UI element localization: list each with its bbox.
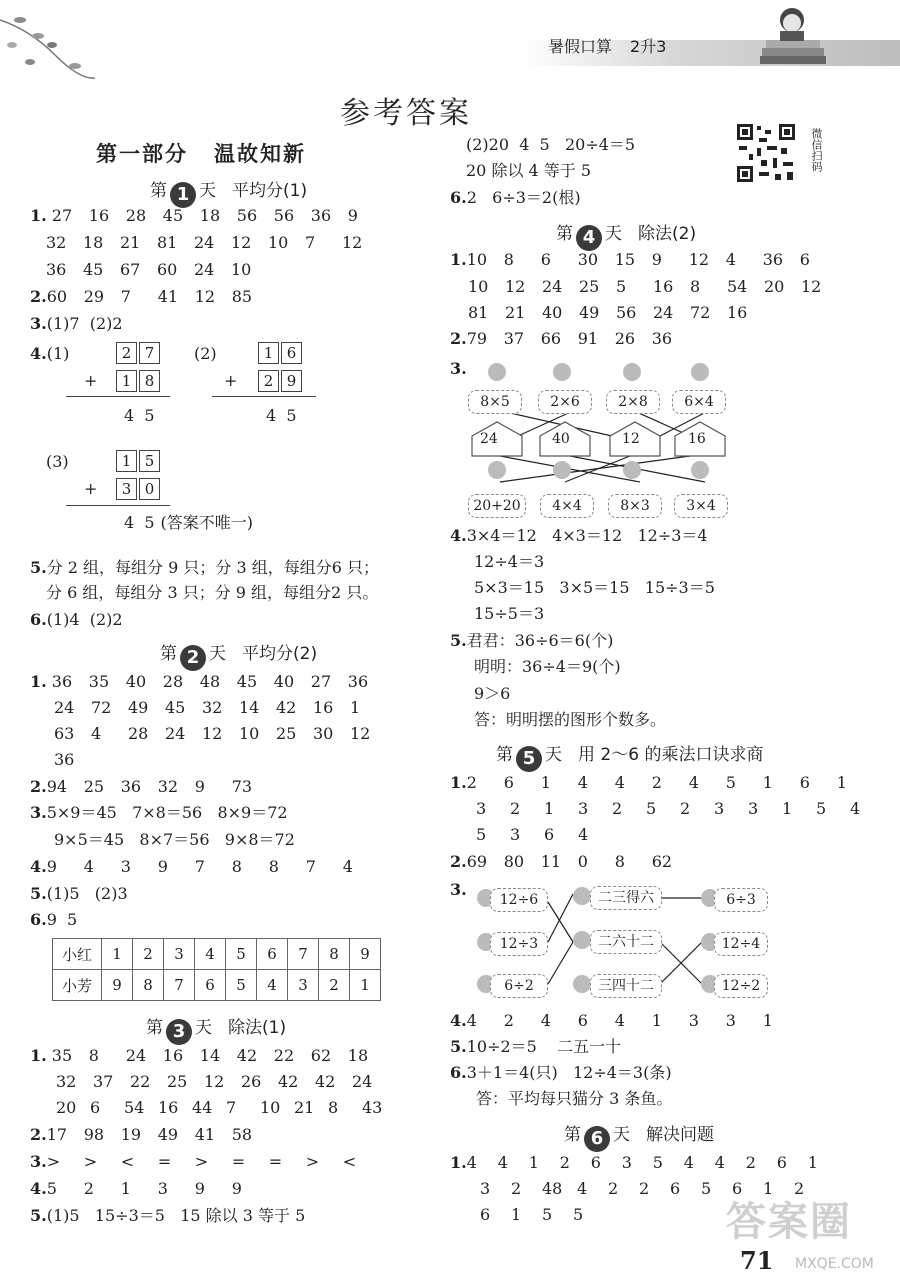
watermark-url: MXQE.COM bbox=[795, 1256, 874, 1272]
grade-label: 2升3 bbox=[630, 37, 667, 56]
d4-q1-row1: 1.10 8 6 30 15 9 12 4 36 6 bbox=[450, 250, 810, 269]
d4-q5-l4: 答：明明摆的图形个数多。 bbox=[474, 710, 667, 729]
d1-q3: 3.(1)7 (2)2 bbox=[30, 314, 123, 333]
d5-q6-l1: 6.3＋1＝4(只) 12÷4＝3(条) bbox=[450, 1063, 672, 1082]
d5-q3-left-card: 6÷2 bbox=[490, 974, 548, 998]
d1-q4-1-mid: 1 8 bbox=[116, 370, 162, 392]
d3-q1-row3: 20 6 54 16 44 7 10 21 8 43 bbox=[56, 1098, 383, 1117]
d1-q4-2-result: 4 5 bbox=[266, 406, 297, 425]
d5-q3-right-card: 12÷4 bbox=[714, 932, 768, 956]
day6-heading: 第 6 天 解决问题 bbox=[564, 1120, 714, 1152]
d1-q4-2-rule bbox=[212, 396, 316, 397]
d5-q3-mid-card: 二六十二 bbox=[590, 930, 662, 954]
d4-q3-bot-card: 8×3 bbox=[608, 494, 662, 518]
d5-q3-num: 3. bbox=[450, 880, 467, 899]
d4-q3-num: 3. bbox=[450, 359, 467, 378]
d3-q5-2b: 20 除以 4 等于 5 bbox=[466, 161, 592, 180]
d4-q3-house: 40 bbox=[552, 431, 570, 447]
d4-q3-house: 16 bbox=[688, 431, 706, 447]
d2-q1-row2: 24 72 49 45 32 14 42 16 1 bbox=[54, 698, 361, 717]
d5-q4: 4.4 2 4 6 4 1 3 3 1 bbox=[450, 1011, 773, 1030]
d6-q1-row1: 1.4 4 1 2 6 3 5 4 4 2 6 1 bbox=[450, 1153, 818, 1172]
d5-q3-mid-card: 三四十二 bbox=[590, 974, 662, 998]
d3-q4: 4.5 2 1 3 9 9 bbox=[30, 1179, 242, 1198]
d4-q3-house: 24 bbox=[480, 431, 498, 447]
d1-q6: 6.(1)4 (2)2 bbox=[30, 610, 123, 629]
d3-q5-2a: (2)20 4 5 20÷4＝5 bbox=[466, 135, 636, 154]
d5-q3-right-card: 6÷3 bbox=[714, 888, 768, 912]
d1-q4-3-plus: + bbox=[84, 479, 98, 498]
d4-q4-l2: 12÷4＝3 bbox=[474, 552, 545, 571]
page-number: 71 bbox=[740, 1246, 774, 1275]
day1-heading: 第 1 天 平均分(1) bbox=[150, 176, 307, 208]
d2-q3-l2: 9×5＝45 8×7＝56 9×8＝72 bbox=[54, 830, 295, 849]
d1-q5-l1: 5.分 2 组，每组分 9 只；分 3 组，每组分6 只； bbox=[30, 558, 380, 577]
d4-q1-row2: 10 12 24 25 5 16 8 54 20 12 bbox=[468, 277, 822, 296]
d4-q3-top-card: 2×8 bbox=[606, 390, 660, 414]
d5-q1-row1: 1.2 6 1 4 4 2 4 5 1 6 1 bbox=[450, 773, 847, 792]
d3-q6: 6.2 6÷3＝2(根) bbox=[450, 188, 581, 207]
d1-q4-1-top: 2 7 bbox=[116, 342, 162, 364]
d4-q4-l4: 15÷5＝3 bbox=[474, 604, 545, 623]
d1-q4-3-top: 1 5 bbox=[116, 450, 162, 472]
day5-heading: 第 5 天 用 2～6 的乘法口诀求商 bbox=[496, 740, 763, 772]
table-row: 小红 1 2 3 4 5 6 7 8 9 bbox=[53, 939, 381, 970]
d1-q4-label1: 4.(1) bbox=[30, 344, 70, 363]
watermark: 答案圈 bbox=[726, 1199, 852, 1245]
d5-q3-mid-card: 二三得六 bbox=[590, 886, 662, 910]
branch-decoration bbox=[0, 0, 100, 80]
d4-q3-top-card: 6×4 bbox=[672, 390, 726, 414]
d1-q1-row3: 36 45 67 60 24 10 bbox=[46, 260, 252, 279]
d2-q3-l1: 3.5×9＝45 7×8＝56 8×9＝72 bbox=[30, 803, 288, 822]
d5-q1-row2: 3 2 1 3 2 5 2 3 3 1 5 4 bbox=[476, 799, 861, 818]
d5-q3-right-card: 12÷2 bbox=[714, 974, 768, 998]
d6-q1-row2: 3 2 48 4 2 2 6 5 6 1 2 bbox=[480, 1179, 805, 1198]
day2-heading: 第 2 天 平均分(2) bbox=[160, 639, 317, 671]
d4-q3-top-card: 8×5 bbox=[468, 390, 522, 414]
part-title: 第一部分 温故知新 bbox=[96, 141, 306, 166]
qr-code-icon[interactable] bbox=[735, 122, 797, 184]
d5-q6-l2: 答：平均每只猫分 3 条鱼。 bbox=[476, 1089, 673, 1108]
d2-q4: 4.9 4 3 9 7 8 8 7 4 bbox=[30, 857, 353, 876]
d4-q5-l3: 9＞6 bbox=[474, 684, 511, 703]
d4-q1-row3: 81 21 40 49 56 24 72 16 bbox=[468, 303, 748, 322]
d2-q1-row4: 36 bbox=[54, 750, 75, 769]
d2-q2: 2.94 25 36 32 9 73 bbox=[30, 777, 253, 796]
d1-q5-l2: 分 6 组，每组分 3 只；分 9 组，每组分2 只。 bbox=[46, 583, 379, 602]
d1-q4-label2: (2) bbox=[194, 344, 217, 363]
d6-q1-row3: 6 1 5 5 bbox=[480, 1205, 584, 1224]
d5-q5: 5.10÷2＝5 二五一十 bbox=[450, 1037, 622, 1056]
d4-q4-l3: 5×3＝15 3×5＝15 15÷3＝5 bbox=[474, 578, 715, 597]
d1-q4-2-top: 1 6 bbox=[258, 342, 304, 364]
d2-q1-row3: 63 4 28 24 12 10 25 30 12 bbox=[54, 724, 371, 743]
d2-q6: 6.9 5 bbox=[30, 910, 78, 929]
d5-q3-left-card: 12÷6 bbox=[490, 888, 548, 912]
d4-q3-house: 12 bbox=[622, 431, 640, 447]
d4-q3-bot-card: 3×4 bbox=[674, 494, 728, 518]
d1-q4-3-result: 4 5 (答案不唯一) bbox=[124, 513, 254, 532]
d1-q4-1-result: 4 5 bbox=[124, 406, 155, 425]
d4-q5-l2: 明明：36÷4＝9(个) bbox=[474, 657, 621, 676]
d3-q1-row1: 1. 35 8 24 16 14 42 22 62 18 bbox=[30, 1046, 369, 1065]
book-title: 暑假口算 bbox=[548, 37, 613, 56]
header bbox=[548, 34, 684, 57]
d4-q3-top-card: 2×6 bbox=[538, 390, 592, 414]
d1-q4-3-mid: 3 0 bbox=[116, 478, 162, 500]
page-title: 参考答案 bbox=[340, 96, 472, 131]
d1-q1-row1: 1. 27 16 28 45 18 56 56 36 9 bbox=[30, 206, 358, 225]
d1-q4-1-plus: + bbox=[84, 371, 98, 390]
day3-heading: 第 3 天 除法(1) bbox=[146, 1013, 286, 1045]
table-row: 小芳 9 8 7 6 5 4 3 2 1 bbox=[53, 970, 381, 1001]
d5-q3-left-card: 12÷3 bbox=[490, 932, 548, 956]
d1-q1-row2: 32 18 21 81 24 12 10 7 12 bbox=[46, 233, 363, 252]
d4-q5-l1: 5.君君：36÷6＝6(个) bbox=[450, 631, 614, 650]
d1-q4-label3: (3) bbox=[46, 452, 69, 471]
d1-q4-3-rule bbox=[66, 505, 170, 506]
d5-q1-row3: 5 3 6 4 bbox=[476, 825, 589, 844]
d2-q5: 5.(1)5 (2)3 bbox=[30, 884, 128, 903]
day4-heading: 第 4 天 除法(2) bbox=[556, 219, 696, 251]
d4-q4-l1: 4.3×4＝12 4×3＝12 12÷3＝4 bbox=[450, 526, 708, 545]
d2-q1-row1: 1. 36 35 40 28 48 45 40 27 36 bbox=[30, 672, 369, 691]
d3-q2: 2.17 98 19 49 41 58 bbox=[30, 1125, 253, 1144]
reading-boy-illustration bbox=[752, 4, 832, 66]
d4-q3-bot-card: 4×4 bbox=[540, 494, 594, 518]
d1-q4-1-rule bbox=[66, 396, 170, 397]
d3-q3: 3.> > < = > = = > < bbox=[30, 1152, 357, 1171]
d3-q1-row2: 32 37 22 25 12 26 42 42 24 bbox=[56, 1072, 373, 1091]
d4-q3-bot-card: 20+20 bbox=[468, 494, 526, 518]
d1-q2: 2.60 29 7 41 12 85 bbox=[30, 287, 253, 306]
qr-label: 微信扫码 bbox=[810, 128, 823, 172]
d1-q4-2-plus: + bbox=[224, 371, 238, 390]
d2-q6-table bbox=[52, 938, 381, 1001]
d5-q2: 2.69 80 11 0 8 62 bbox=[450, 852, 673, 871]
d3-q5: 5.(1)5 15÷3＝5 15 除以 3 等于 5 bbox=[30, 1206, 306, 1225]
d4-q2: 2.79 37 66 91 26 36 bbox=[450, 329, 673, 348]
d1-q4-2-mid: 2 9 bbox=[258, 370, 304, 392]
